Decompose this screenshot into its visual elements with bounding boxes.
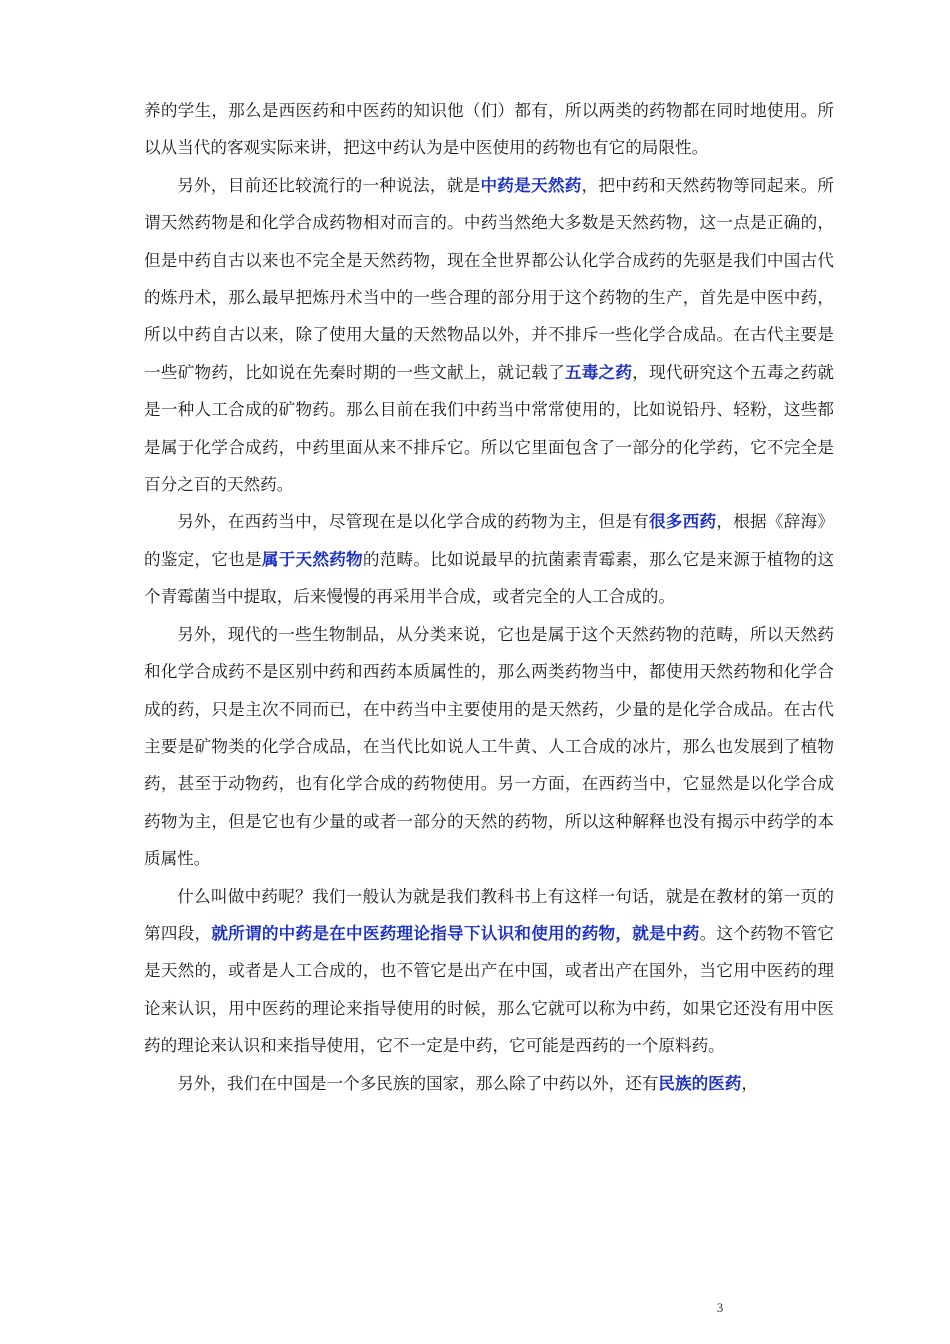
text-segment: ，根据《辞海》的鉴定，它也是 [144, 512, 835, 569]
text-segment: 养的学生，那么是西医药和中医药的知识他（们）都有，所以两类的药物都在同时地使用。所以从当代的客观实际来讲，把这中药认为是中医使用的药物也有它的局限性。 [144, 101, 834, 158]
text-segment: 另外，在西药当中，尽管现在是以化学合成的药物为主，但是有 [177, 512, 649, 532]
text-segment: 另外，现代的一些生物制品，从分类来说，它也是属于这个天然药物的范畴，所以天然药和化学合成药不是区别中药和西药本质属性的，那么两类药物当中，都使用天然药物和化学合成的药，只是主次不同而已，在中药当中主要使用的是天然药，少量的是化学合成品。在古代主要是矿物类的化学合成品，在当代比如说人工牛黄、人工合成的冰片，那么也发展到了植物药，甚至于动物药，也有化学合成的药物使用。另一方面，在西药当中，它显然是以化学合成药物为主，但是它也有少量的或者一部分的天然的药物，所以这种解释也没有揭示中药学的本质属性。 [144, 624, 834, 869]
text-segment: 的范畴。比如说最早的抗菌素青霉素，那么它是来源于植物的这个青霉菌当中提取，后来慢慢的再采用半合成，或者完全的人工合成的。 [144, 549, 835, 607]
body-text [144, 92, 834, 1102]
text-segment: 另外，目前还比较流行的一种说法，就是 [177, 175, 481, 195]
paragraph [144, 167, 834, 504]
paragraph [144, 878, 834, 1065]
highlighted-phrase: 五毒之药 [564, 361, 633, 382]
text-segment: ， [741, 1073, 758, 1093]
paragraph [144, 616, 834, 878]
text-segment: 。这个药物不管它是天然的，或者是人工合成的，也不管它是出产在中国，或者出产在国外，当它用中医药的理论来认识，用中医药的理论来指导使用的时候，那么它就可以称为中药，如果它还没有用中医药的理论来认识和来指导使用，它不一定是中药，它可能是西药的一个原料药。 [144, 923, 835, 1056]
paragraph [144, 503, 834, 615]
page-number: 3 [716, 1300, 724, 1315]
highlighted-phrase: 属于天然药物 [261, 548, 363, 569]
highlighted-phrase: 民族的医药 [658, 1072, 742, 1093]
text-segment: ，现代研究这个五毒之药就是一种人工合成的矿物药。那么目前在我们中药当中常常使用的，比如说铅丹、轻粉，这些都是属于化学合成药，中药里面从来不排斥它。所以它里面包含了一部分的化学药，它不完全是百分之百的天然药。 [144, 362, 835, 495]
paragraph [144, 92, 834, 167]
text-segment: ，把中药和天然药物等同起来。所谓天然药物是和化学合成药物相对而言的。中药当然绝大多数是天然药物，这一点是正确的，但是中药自古以来也不完全是天然药物，现在全世界都公认化学合成药的先驱是我们中国古代的炼丹术，那么最早把炼丹术当中的一些合理的部分用于这个药物的生产，首先是中医中药，所以中药自古以来，除了使用大量的天然物品以外，并不排斥一些化学合成品。在古代主要是一些矿物药，比如说在先秦时期的一些文献上，就记载了 [144, 175, 835, 382]
highlighted-phrase: 很多西药 [648, 511, 717, 532]
paragraph [144, 1065, 834, 1102]
text-segment: 另外，我们在中国是一个多民族的国家，那么除了中药以外，还有 [177, 1073, 659, 1093]
highlighted-phrase: 中药是天然药 [480, 174, 582, 195]
highlighted-phrase: 就所谓的中药是在中医药理论指导下认识和使用的药物，就是中药 [211, 922, 700, 943]
text-segment: 什么叫做中药呢？我们一般认为就是我们教科书上有这样一句话，就是在教材的第一页的第四段， [144, 886, 834, 943]
